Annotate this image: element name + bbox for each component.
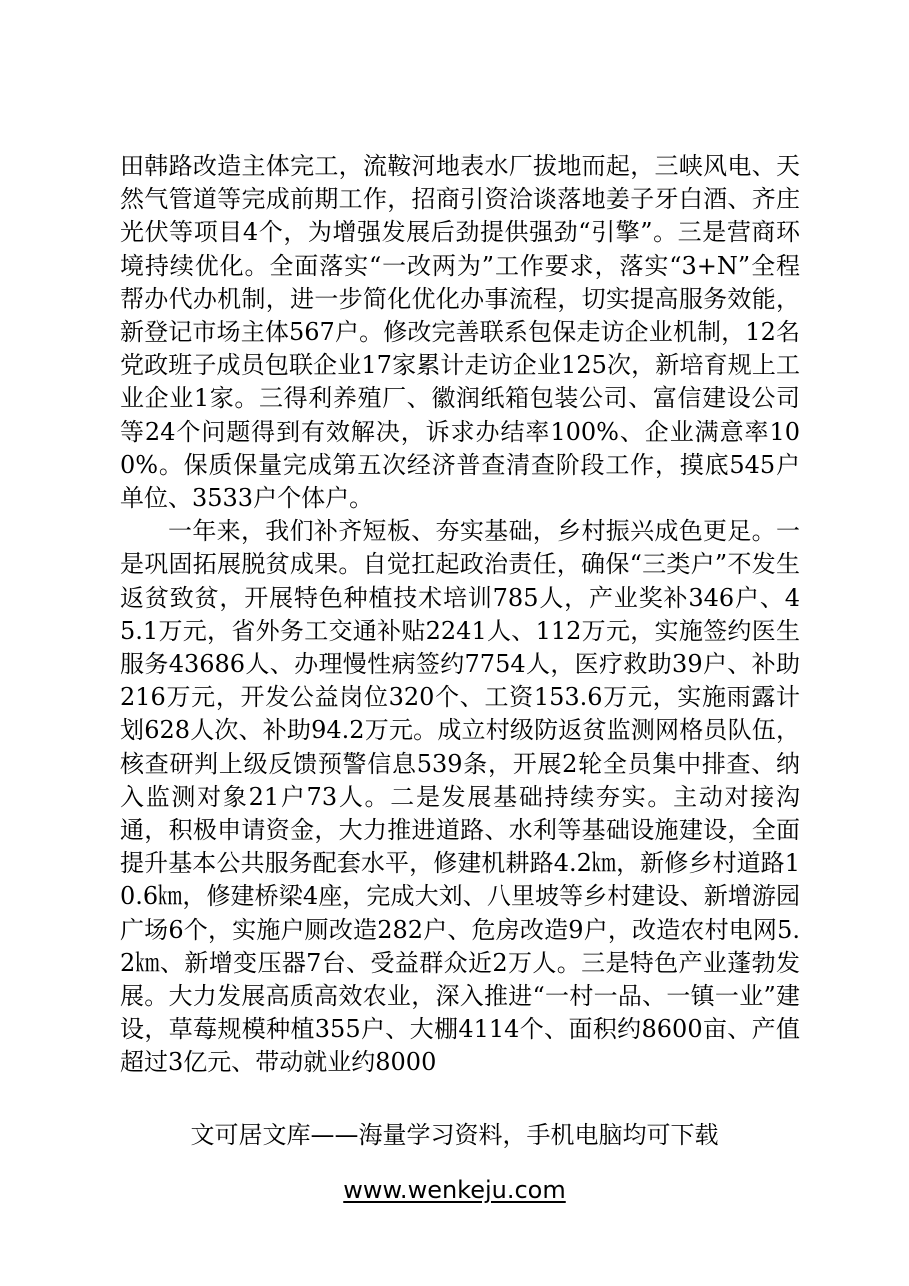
footer-url-link[interactable]: www.wenkeju.com: [343, 1176, 566, 1204]
footer-url-container: [0, 1175, 909, 1205]
paragraph-1: 田韩路改造主体完工，流鞍河地表水厂拔地而起，三峡风电、天然气管道等完成前期工作，招商引资洽谈落地姜子牙白酒、齐庄光伏等项目4个，为增强发展后劲提供强劲“引擎”。三是营商环境持续优化。全面落实“一改两为”工作要求，落实“3+N”全程帮办代办机制，进一步简化优化办事流程，切实提高服务效能，新登记市场主体567户。修改完善联系包保走访企业机制，12名党政班子成员包联企业17家累计走访企业125次，新培育规上工业企业1家。三得利养殖厂、徽润纸箱包装公司、富信建设公司等24个问题得到有效解决，诉求办结率100%、企业满意率100%。保质保量完成第五次经济普查清查阶段工作，摸底545户单位、3533户个体户。: [120, 152, 800, 513]
document-body: [120, 150, 800, 1080]
paragraph-2: 一年来，我们补齐短板、夯实基础，乡村振兴成色更足。一是巩固拓展脱贫成果。自觉扛起政治责任，确保“三类户”不发生返贫致贫，开展特色种植技术培训785人，产业奖补346户、45.1万元，省外务工交通补贴2241人、112万元，实施签约医生服务43686人、办理慢性病签约7754人，医疗救助39户、补助216万元，开发公益岗位320个、工资153.6万元，实施雨露计划628人次、补助94.2万元。成立村级防返贫监测网格员队伍，核查研判上级反馈预警信息539条，开展2轮全员集中排查、纳入监测对象21户73人。二是发展基础持续夯实。主动对接沟通，积极申请资金，大力推进道路、水利等基础设施建设，全面提升基本公共服务配套水平，修建机耕路4.2㎞，新修乡村道路10.6㎞，修建桥梁4座，完成大刘、八里坡等乡村建设、新增游园广场6个，实施户厕改造282户、危房改造9户，改造农村电网5.2㎞、新增变压器7台、受益群众近2万人。三是特色产业蓬勃发展。大力发展高质高效农业，深入推进“一村一品、一镇一业”建设，草莓规模种植355户、大棚4114个、面积约8600亩、产值超过3亿元、带动就业约8000: [120, 517, 800, 1077]
footer-title: 文可居文库——海量学习资料，手机电脑均可下载: [190, 1121, 719, 1149]
